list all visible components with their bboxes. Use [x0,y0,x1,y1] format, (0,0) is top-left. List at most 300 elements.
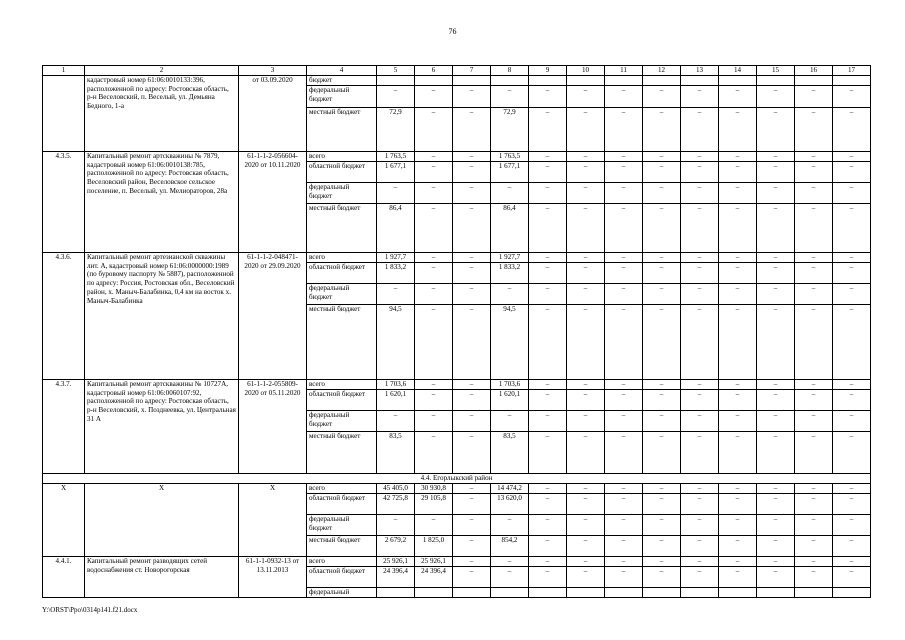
table-row [43,253,871,263]
value-cell [757,76,795,86]
value-cell: – [719,411,757,432]
value-cell: – [681,152,719,162]
value-cell: – [757,86,795,108]
value-cell: – [757,536,795,557]
value-cell: 45 405,0 [377,484,415,494]
value-cell: – [643,515,681,536]
value-cell: 1 620,1 [377,390,415,411]
value-cell: 1 703,6 [377,380,415,390]
value-cell [719,76,757,86]
value-cell: – [567,162,605,183]
value-cell: 94,5 [491,305,529,380]
value-cell: – [529,536,567,557]
value-cell: – [415,86,453,108]
value-cell: – [833,536,871,557]
value-cell: 854,2 [491,536,529,557]
value-cell: – [529,390,567,411]
value-cell: – [567,305,605,380]
section-title: 4.4. Егорлыкский район [43,474,871,484]
value-cell: – [757,284,795,305]
value-cell: 1 677,1 [491,162,529,183]
value-cell: – [529,305,567,380]
value-cell: – [643,204,681,253]
value-cell [415,76,453,86]
value-cell: – [795,253,833,263]
value-cell: – [453,411,491,432]
value-cell: – [377,515,415,536]
document-cell: 61-1-1-2-056604-2020 от 10.11.2020 [239,152,307,253]
value-cell: – [719,204,757,253]
value-cell: – [681,484,719,494]
value-cell: – [795,204,833,253]
value-cell: – [757,411,795,432]
value-cell: – [681,515,719,536]
value-cell: – [643,284,681,305]
value-cell: – [681,162,719,183]
document-cell: 61-1-1-2-048471-2020 от 29.09.2020 [239,253,307,380]
column-header: 3 [239,66,307,76]
column-header: 6 [415,66,453,76]
value-cell: – [643,253,681,263]
value-cell [415,588,453,598]
value-cell: – [605,411,643,432]
value-cell: – [529,411,567,432]
value-cell: 29 105,8 [415,494,453,515]
value-cell: – [833,204,871,253]
value-cell: – [529,108,567,152]
value-cell: 83,5 [377,432,415,474]
object-cell: Капитальный ремонт артезианской скважины лит. А, кадастровый номер 61:06:0000000:1989 (по буровому паспорту № 5887), расположенной по адресу: Россия, Ростовская обл., Веселовский район, х. Маныч-Балабинка, 0,4 км на восток х. Маныч-Балабинка [85,253,239,380]
table-row [43,484,871,494]
value-cell: – [719,494,757,515]
value-cell: 1 927,7 [491,253,529,263]
value-cell: – [795,152,833,162]
value-cell: – [643,557,681,567]
value-cell: – [757,557,795,567]
value-cell: – [795,567,833,588]
value-cell: – [681,284,719,305]
source-cell: областной бюджет [307,567,377,588]
value-cell: 1 825,0 [415,536,453,557]
value-cell [795,76,833,86]
value-cell: – [377,183,415,204]
value-cell: – [681,411,719,432]
value-cell: – [491,567,529,588]
value-cell: – [681,494,719,515]
value-cell: – [795,183,833,204]
value-cell: – [567,432,605,474]
value-cell: 14 474,2 [491,484,529,494]
document-cell: от 03.09.2020 [239,76,307,152]
value-cell: – [643,305,681,380]
file-path: Y:\ORST\Ppo\0314p141.f21.docx [42,606,138,614]
column-header: 4 [307,66,377,76]
source-cell: всего [307,152,377,162]
value-cell: 83,5 [491,432,529,474]
value-cell: – [567,183,605,204]
x-mark: Х [43,484,85,557]
value-cell: – [681,432,719,474]
value-cell: – [415,305,453,380]
value-cell: – [605,432,643,474]
value-cell [567,588,605,598]
source-cell: бюджет [307,76,377,86]
table-row [43,76,871,86]
object-cell: кадастровый номер 61:06:0010133:396, расположенной по адресу: Ростовская область, р-н Веселовский, п. Веселый, ул. Демьяна Бедного, 1-а [85,76,239,152]
value-cell [757,588,795,598]
value-cell [795,588,833,598]
value-cell: – [795,305,833,380]
value-cell: – [453,162,491,183]
value-cell: – [605,515,643,536]
value-cell: – [453,557,491,567]
source-cell: местный бюджет [307,108,377,152]
value-cell: – [605,305,643,380]
value-cell: – [529,253,567,263]
value-cell: – [833,494,871,515]
value-cell: – [643,536,681,557]
value-cell: – [453,305,491,380]
value-cell: – [491,183,529,204]
value-cell: – [453,567,491,588]
value-cell: – [681,557,719,567]
value-cell: – [643,152,681,162]
value-cell: – [719,432,757,474]
value-cell: – [605,183,643,204]
value-cell: – [643,390,681,411]
value-cell [605,588,643,598]
value-cell: – [529,263,567,284]
x-mark: Х [85,484,239,557]
source-cell: местный бюджет [307,432,377,474]
value-cell [567,76,605,86]
value-cell [681,588,719,598]
value-cell: 1 833,2 [377,263,415,284]
value-cell: – [795,515,833,536]
value-cell: – [491,515,529,536]
value-cell: 86,4 [491,204,529,253]
value-cell: – [757,204,795,253]
value-cell: – [643,263,681,284]
source-cell: федеральный [307,588,377,598]
value-cell: – [529,380,567,390]
value-cell: – [643,494,681,515]
value-cell: – [415,263,453,284]
value-cell: – [719,108,757,152]
value-cell: – [757,108,795,152]
value-cell: – [529,204,567,253]
value-cell: – [719,305,757,380]
value-cell: – [681,263,719,284]
value-cell: – [453,390,491,411]
value-cell: – [795,432,833,474]
value-cell: 1 677,1 [377,162,415,183]
value-cell: – [795,284,833,305]
table-row [43,380,871,390]
value-cell: – [453,515,491,536]
value-cell: – [757,152,795,162]
value-cell: 1 703,6 [491,380,529,390]
value-cell: – [453,380,491,390]
value-cell: – [453,263,491,284]
value-cell: – [757,515,795,536]
value-cell: – [681,380,719,390]
source-cell: областной бюджет [307,390,377,411]
value-cell: – [415,204,453,253]
value-cell: – [719,284,757,305]
value-cell: – [719,557,757,567]
value-cell: 72,9 [491,108,529,152]
value-cell: – [643,108,681,152]
value-cell: – [795,557,833,567]
object-cell: Капитальный ремонт артскважины № 10727А, кадастровый номер 61:06:0060107:92, расположенной по адресу: Ростовская область, р-н Веселовский, х. Позднеевка, ул. Центральная 31 А [85,380,239,474]
value-cell [681,76,719,86]
value-cell: – [605,263,643,284]
number-cell: 4.4.1. [43,557,85,598]
object-cell: Капитальный ремонт артскважины № 7879, кадастровый номер 61:06:0010138:785, расположенной по адресу: Ростовская область, Веселовский район, Веселовское сельское поселение, п. Веселый, ул. Мелиораторов, 28а [85,152,239,253]
value-cell: – [681,567,719,588]
column-header: 15 [757,66,795,76]
value-cell: – [643,162,681,183]
value-cell: – [529,284,567,305]
value-cell: – [757,305,795,380]
value-cell: – [795,86,833,108]
source-cell: областной бюджет [307,263,377,284]
value-cell: – [567,253,605,263]
document-cell: 61-1-1-0932-13 от 13.11.2013 [239,557,307,598]
column-header: 5 [377,66,415,76]
value-cell: – [833,305,871,380]
value-cell: – [833,432,871,474]
value-cell: – [529,567,567,588]
value-cell: – [833,263,871,284]
value-cell: 94,5 [377,305,415,380]
value-cell [491,76,529,86]
value-cell: – [681,108,719,152]
value-cell: 25 926,1 [377,557,415,567]
value-cell [643,76,681,86]
value-cell: – [567,390,605,411]
value-cell [377,76,415,86]
value-cell: – [605,536,643,557]
value-cell: – [529,86,567,108]
source-cell: федеральный бюджет [307,515,377,536]
value-cell: – [681,253,719,263]
value-cell: 1 927,7 [377,253,415,263]
column-header: 11 [605,66,643,76]
value-cell: – [795,536,833,557]
value-cell: – [415,515,453,536]
value-cell [529,76,567,86]
value-cell: – [567,204,605,253]
value-cell: – [833,484,871,494]
value-cell: – [643,183,681,204]
value-cell: – [757,183,795,204]
value-cell: – [719,390,757,411]
value-cell [833,588,871,598]
column-header: 1 [43,66,85,76]
value-cell: – [833,515,871,536]
value-cell: – [643,411,681,432]
source-cell: всего [307,557,377,567]
value-cell: – [567,108,605,152]
value-cell: – [719,567,757,588]
number-cell: 4.3.6. [43,253,85,380]
source-cell: федеральный бюджет [307,183,377,204]
value-cell: – [567,484,605,494]
value-cell: – [681,390,719,411]
value-cell: – [453,152,491,162]
value-cell: – [719,380,757,390]
value-cell: – [453,536,491,557]
number-cell: 4.3.7. [43,380,85,474]
value-cell: 25 926,1 [415,557,453,567]
value-cell: – [795,484,833,494]
value-cell: – [453,432,491,474]
value-cell: 30 930,8 [415,484,453,494]
value-cell: – [415,380,453,390]
value-cell: 42 725,8 [377,494,415,515]
value-cell: – [453,108,491,152]
source-cell: местный бюджет [307,204,377,253]
value-cell [719,588,757,598]
section-row [43,474,871,484]
value-cell: – [681,86,719,108]
source-cell: федеральный бюджет [307,284,377,305]
value-cell: – [643,567,681,588]
value-cell: – [833,152,871,162]
value-cell: 1 833,2 [491,263,529,284]
value-cell: – [643,432,681,474]
number-cell: 4.3.5. [43,152,85,253]
value-cell: – [719,536,757,557]
value-cell: 1 620,1 [491,390,529,411]
column-header: 13 [681,66,719,76]
value-cell: – [605,253,643,263]
value-cell: – [795,380,833,390]
value-cell: – [453,284,491,305]
value-cell: – [491,86,529,108]
source-cell: всего [307,253,377,263]
value-cell: – [757,567,795,588]
value-cell: – [605,557,643,567]
value-cell: – [605,567,643,588]
value-cell: – [643,380,681,390]
number-cell [43,76,85,152]
table-row [43,557,871,567]
value-cell: – [453,204,491,253]
value-cell: – [681,204,719,253]
source-cell: местный бюджет [307,305,377,380]
value-cell: – [833,86,871,108]
value-cell: – [415,284,453,305]
value-cell: – [757,390,795,411]
value-cell: – [605,204,643,253]
value-cell [605,76,643,86]
source-cell: областной бюджет [307,494,377,515]
value-cell: – [833,162,871,183]
value-cell: 72,9 [377,108,415,152]
source-cell: областной бюджет [307,162,377,183]
value-cell: – [833,380,871,390]
value-cell: – [529,484,567,494]
value-cell: – [415,411,453,432]
value-cell: – [491,284,529,305]
value-cell: – [757,380,795,390]
value-cell: – [377,86,415,108]
value-cell: 2 679,2 [377,536,415,557]
value-cell: – [795,263,833,284]
value-cell: – [567,284,605,305]
value-cell: 1 763,5 [377,152,415,162]
value-cell: – [605,152,643,162]
value-cell [529,588,567,598]
value-cell: – [719,152,757,162]
value-cell: – [757,494,795,515]
column-header: 7 [453,66,491,76]
value-cell: – [453,253,491,263]
value-cell: – [719,263,757,284]
value-cell: – [529,494,567,515]
value-cell: – [529,162,567,183]
value-cell: – [795,108,833,152]
value-cell: – [605,380,643,390]
value-cell: – [833,253,871,263]
x-mark: Х [239,484,307,557]
value-cell: – [567,494,605,515]
column-header: 14 [719,66,757,76]
value-cell: – [567,536,605,557]
value-cell [453,76,491,86]
value-cell: – [415,432,453,474]
value-cell: – [757,432,795,474]
column-header: 16 [795,66,833,76]
value-cell: – [567,152,605,162]
value-cell: 24 396,4 [415,567,453,588]
source-cell: всего [307,484,377,494]
column-header: 8 [491,66,529,76]
source-cell: федеральный бюджет [307,86,377,108]
column-header: 12 [643,66,681,76]
value-cell: – [415,108,453,152]
value-cell: – [795,411,833,432]
value-cell: – [567,263,605,284]
value-cell [833,76,871,86]
value-cell: – [605,162,643,183]
value-cell: – [605,284,643,305]
value-cell: – [377,284,415,305]
value-cell: – [529,152,567,162]
value-cell: – [529,183,567,204]
header-row [43,66,871,76]
value-cell: – [681,305,719,380]
source-cell: всего [307,380,377,390]
value-cell: – [491,411,529,432]
value-cell: – [757,253,795,263]
value-cell: – [567,380,605,390]
value-cell: 86,4 [377,204,415,253]
value-cell: 13 620,0 [491,494,529,515]
value-cell: – [567,411,605,432]
value-cell: – [415,390,453,411]
value-cell: – [453,86,491,108]
value-cell [453,588,491,598]
value-cell: – [491,557,529,567]
value-cell: – [757,484,795,494]
value-cell: – [681,183,719,204]
value-cell: – [567,557,605,567]
value-cell: – [453,494,491,515]
